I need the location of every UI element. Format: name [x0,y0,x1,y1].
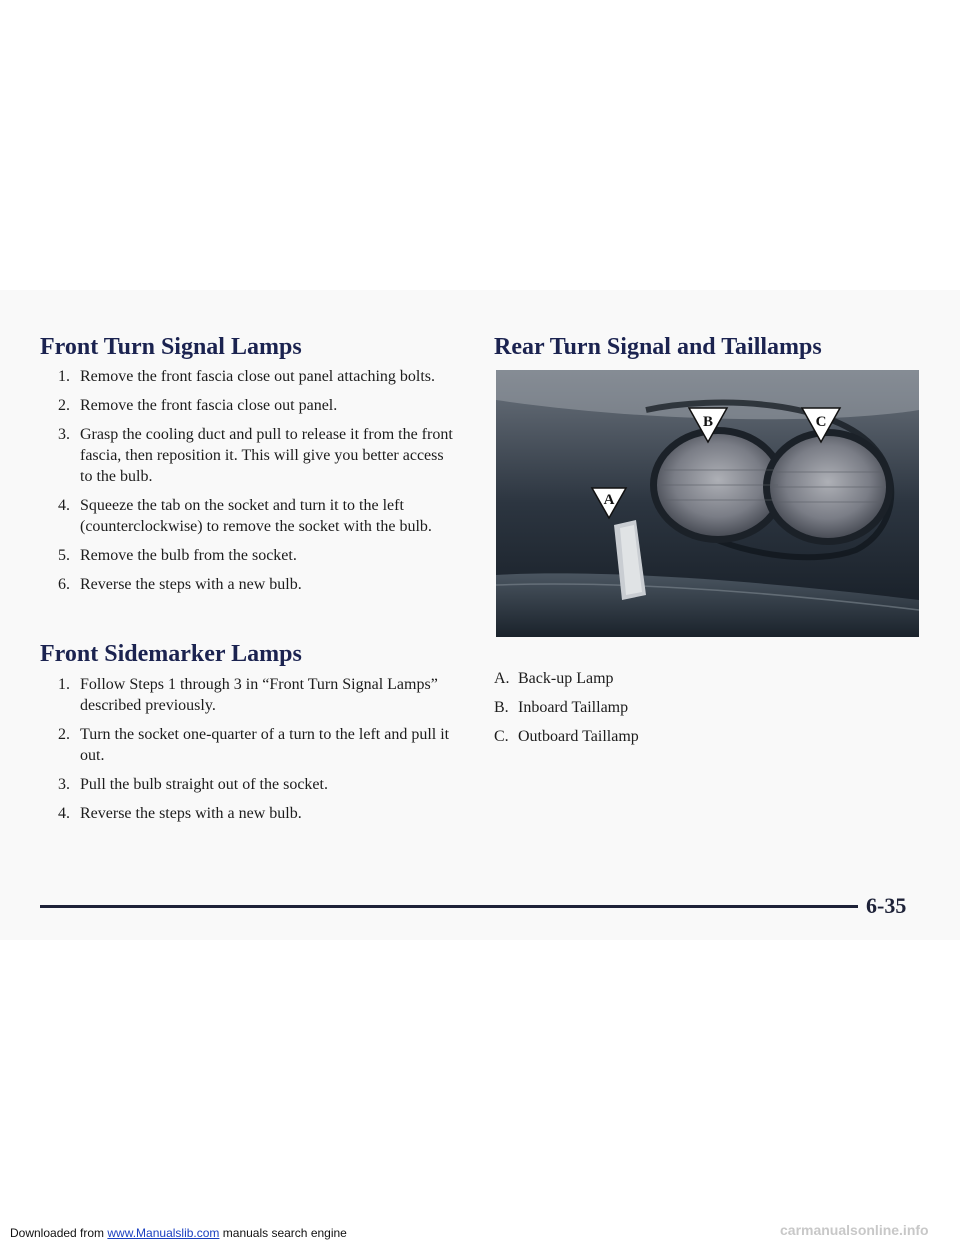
list-item: 1. Remove the front fascia close out panel attaching bolts. [58,368,435,385]
list-item: B. Inboard Taillamp [494,699,629,716]
svg-text:B: B [702,414,714,430]
footer-rule [40,905,858,908]
manualslib-link[interactable]: www.Manualslib.com [107,1226,220,1240]
list-item: C. Outboard Taillamp [494,728,639,745]
list-item: 4. Squeeze the tab on the socket and turn it to the left (counterclockwise) to remove the socket with the bulb. [58,497,432,535]
front-sidemarker-steps [58,674,458,832]
svg-text:C: C [815,414,827,430]
callout-legend [494,668,639,755]
heading-front-sidemarker-lamps: Front Sidemarker Lamps [40,641,302,667]
download-footer: Downloaded from www.Manualslib.com manuals search engine [10,1226,347,1240]
list-item: 2. Remove the front fascia close out panel. [58,397,338,414]
list-item: 2. Turn the socket one-quarter of a turn to the left and pull it out. [58,726,450,764]
list-item: A. Back-up Lamp [494,670,614,687]
taillamp-photo [496,370,919,637]
list-item: 1. Follow Steps 1 through 3 in “Front Turn Signal Lamps” described previously. [58,676,438,714]
list-item: 6. Reverse the steps with a new bulb. [58,576,302,593]
page-number: 6-35 [866,893,907,918]
list-item: 5. Remove the bulb from the socket. [58,547,297,564]
svg-text:A: A [603,492,615,508]
watermark: carmanualsonline.info [780,1222,929,1238]
list-item: 3. Pull the bulb straight out of the socket. [58,776,328,793]
front-turn-signal-steps [58,366,458,603]
list-item: 4. Reverse the steps with a new bulb. [58,805,302,822]
heading-front-turn-signal-lamps: Front Turn Signal Lamps [40,334,302,360]
heading-rear-turn-signal-and-taillamps: Rear Turn Signal and Taillamps [494,334,822,360]
list-item: 3. Grasp the cooling duct and pull to release it from the front fascia, then reposition it. This will give you better access to the bulb. [58,426,453,485]
